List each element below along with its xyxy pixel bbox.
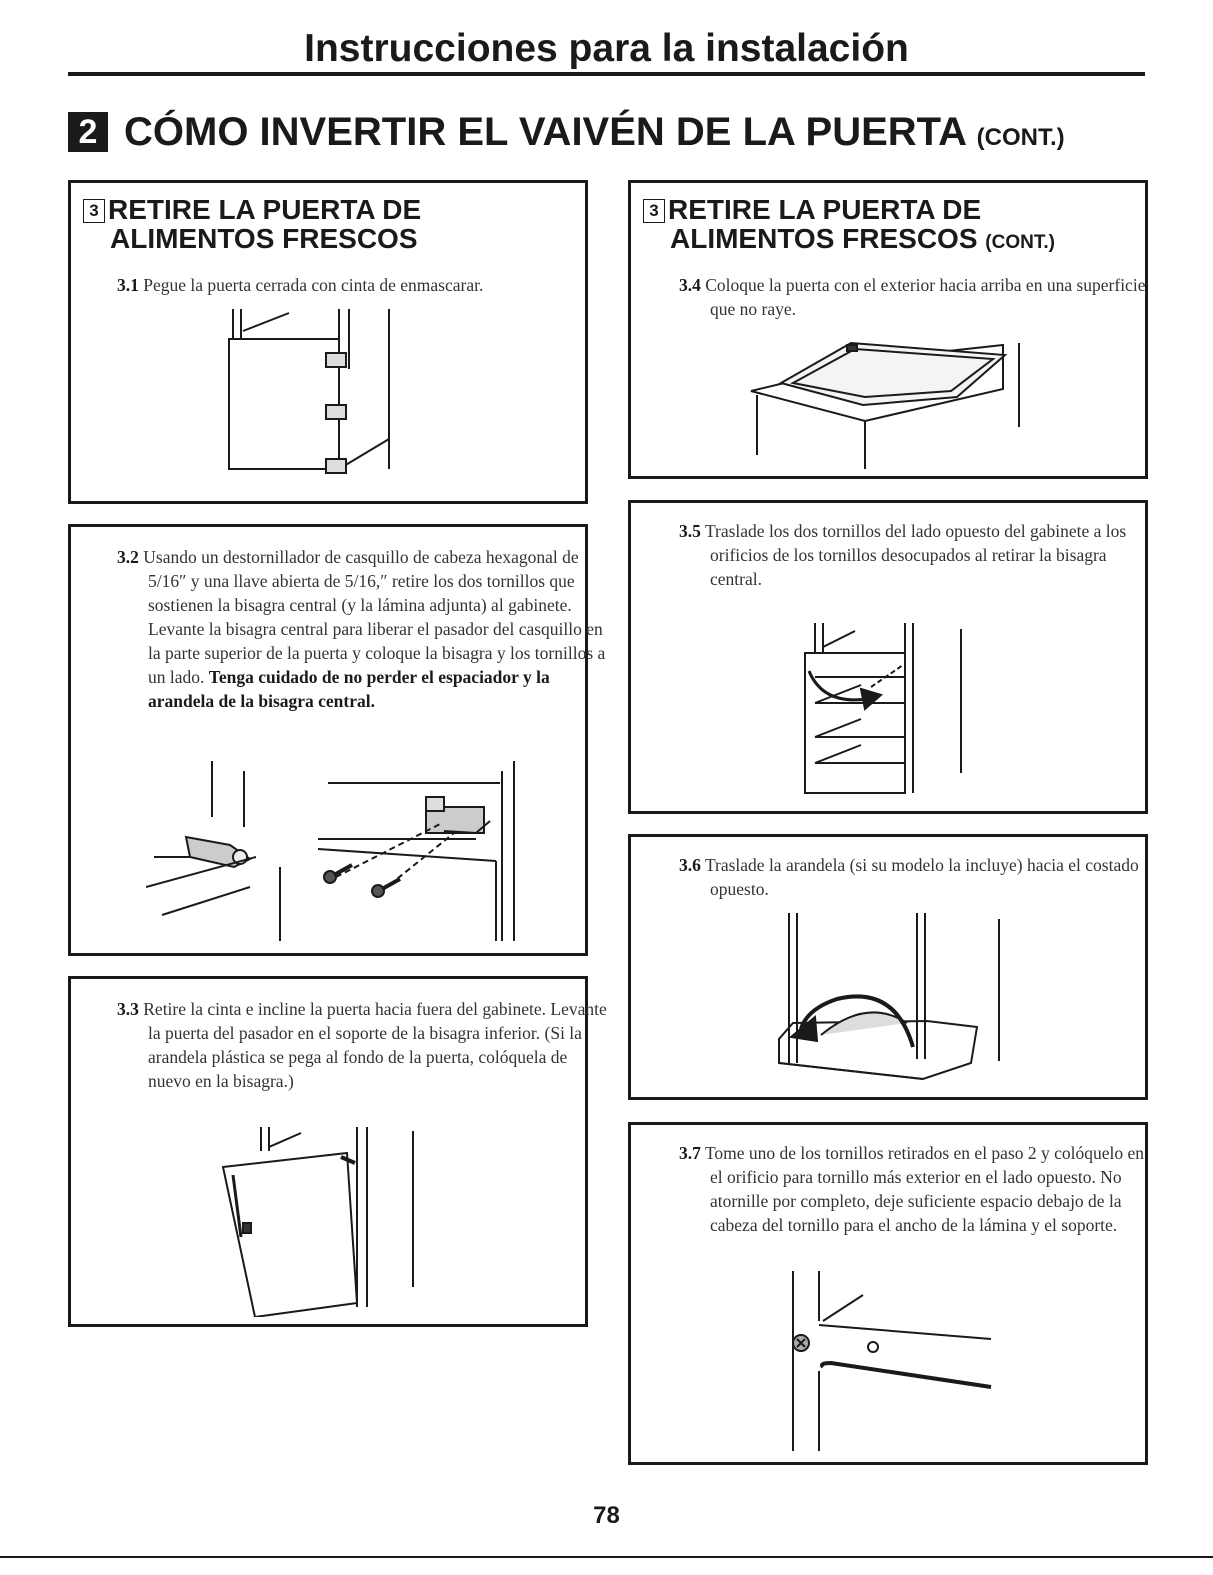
heading-cont-label: (CONT.) <box>985 232 1055 253</box>
step-3-4 <box>679 273 1160 321</box>
box-step-3-7 <box>628 1122 1148 1465</box>
washer-transfer-illustration <box>777 913 1007 1088</box>
step-number: 3.7 <box>679 1143 701 1163</box>
page-number: 78 <box>593 1502 620 1529</box>
step-text: Tome uno de los tornillos retirados en el paso 2 y colóquelo en el orificio para tornillo más exterior en el lado opuesto. No atornille por completo, deje suficiente espacio debajo de la cabeza del tornillo para el ancho de la lámina y el soporte. <box>704 1143 1145 1235</box>
tilted-door-illustration <box>217 1127 427 1317</box>
step-number: 3.4 <box>679 275 701 295</box>
box-step-3-6 <box>628 834 1148 1100</box>
step-text: Usando un destornillador de casquillo de cabeza hexagonal de 5/16″ y una llave abierta de 5/16,″ retire los dos tornillos que sostienen la bisagra central (y la lámina adjunta) al gabinete. Levante la bisagra central para liberar el pasador del casquillo en la parte superior de la puerta y coloque la bisagra y los tornillos a un lado. <box>143 547 606 687</box>
box-step-3-5 <box>628 500 1148 814</box>
step-3-5 <box>679 519 1160 591</box>
step-3-2 <box>117 545 608 713</box>
center-hinge-removal-illustration <box>146 761 546 941</box>
step-number: 3.3 <box>117 999 139 1019</box>
step-text: Traslade la arandela (si su modelo la incluye) hacia el costado opuesto. <box>704 855 1139 899</box>
heading-line-1: RETIRE LA PUERTA DE <box>108 194 422 225</box>
step-number-badge: 3 <box>643 199 665 223</box>
step-text: Pegue la puerta cerrada con cinta de enmascarar. <box>143 275 484 295</box>
box-step-3-2 <box>68 524 606 956</box>
step-text: Retire la cinta e incline la puerta hacia fuera del gabinete. Levante la puerta del pasador en el soporte de la bisagra inferior. (Si la arandela plástica se pega al fondo de la puerta, colóquela de nuevo en la bisagra.) <box>143 999 607 1091</box>
section-title <box>68 102 1065 162</box>
section-title-text: CÓMO INVERTIR EL VAIVÉN DE LA PUERTA <box>124 110 966 154</box>
box-step-3-1 <box>68 180 588 504</box>
heading-line-2 <box>643 224 1055 257</box>
box-heading <box>83 195 421 253</box>
step-warning: Tenga cuidado de no perder el espaciador y la arandela de la bisagra central. <box>148 667 550 711</box>
heading-line-1: RETIRE LA PUERTA DE <box>668 194 982 225</box>
screw-transfer-illustration <box>801 623 971 798</box>
step-text: Traslade los dos tornillos del lado opuesto del gabinete a los orificios de los tornillos desocupados al retirar la bisagra central. <box>704 521 1127 589</box>
step-number: 3.2 <box>117 547 139 567</box>
heading-line-2-text: ALIMENTOS FRESCOS <box>670 223 978 254</box>
step-number: 3.1 <box>117 275 139 295</box>
page-header: Instrucciones para la instalación <box>304 27 909 70</box>
step-3-7 <box>679 1141 1160 1237</box>
section-cont-label: (CONT.) <box>976 124 1065 151</box>
step-3-6 <box>679 853 1160 901</box>
step-3-3 <box>117 997 608 1093</box>
door-on-surface-illustration <box>747 339 1037 469</box>
bottom-rule <box>0 1556 1213 1558</box>
section-number-badge: 2 <box>68 112 108 152</box>
step-number: 3.5 <box>679 521 701 541</box>
taped-door-illustration <box>221 309 421 484</box>
step-3-1 <box>117 273 608 297</box>
heading-line-2: ALIMENTOS FRESCOS <box>110 223 418 254</box>
screw-placement-illustration <box>783 1271 1003 1451</box>
step-number: 3.6 <box>679 855 701 875</box>
box-step-3-3 <box>68 976 607 1327</box>
box-step-3-4 <box>628 180 1148 479</box>
step-number-badge: 3 <box>83 199 105 223</box>
step-text: Coloque la puerta con el exterior hacia arriba en una superficie que no raye. <box>705 275 1146 319</box>
box-heading <box>643 195 1055 257</box>
header-rule <box>68 72 1145 76</box>
